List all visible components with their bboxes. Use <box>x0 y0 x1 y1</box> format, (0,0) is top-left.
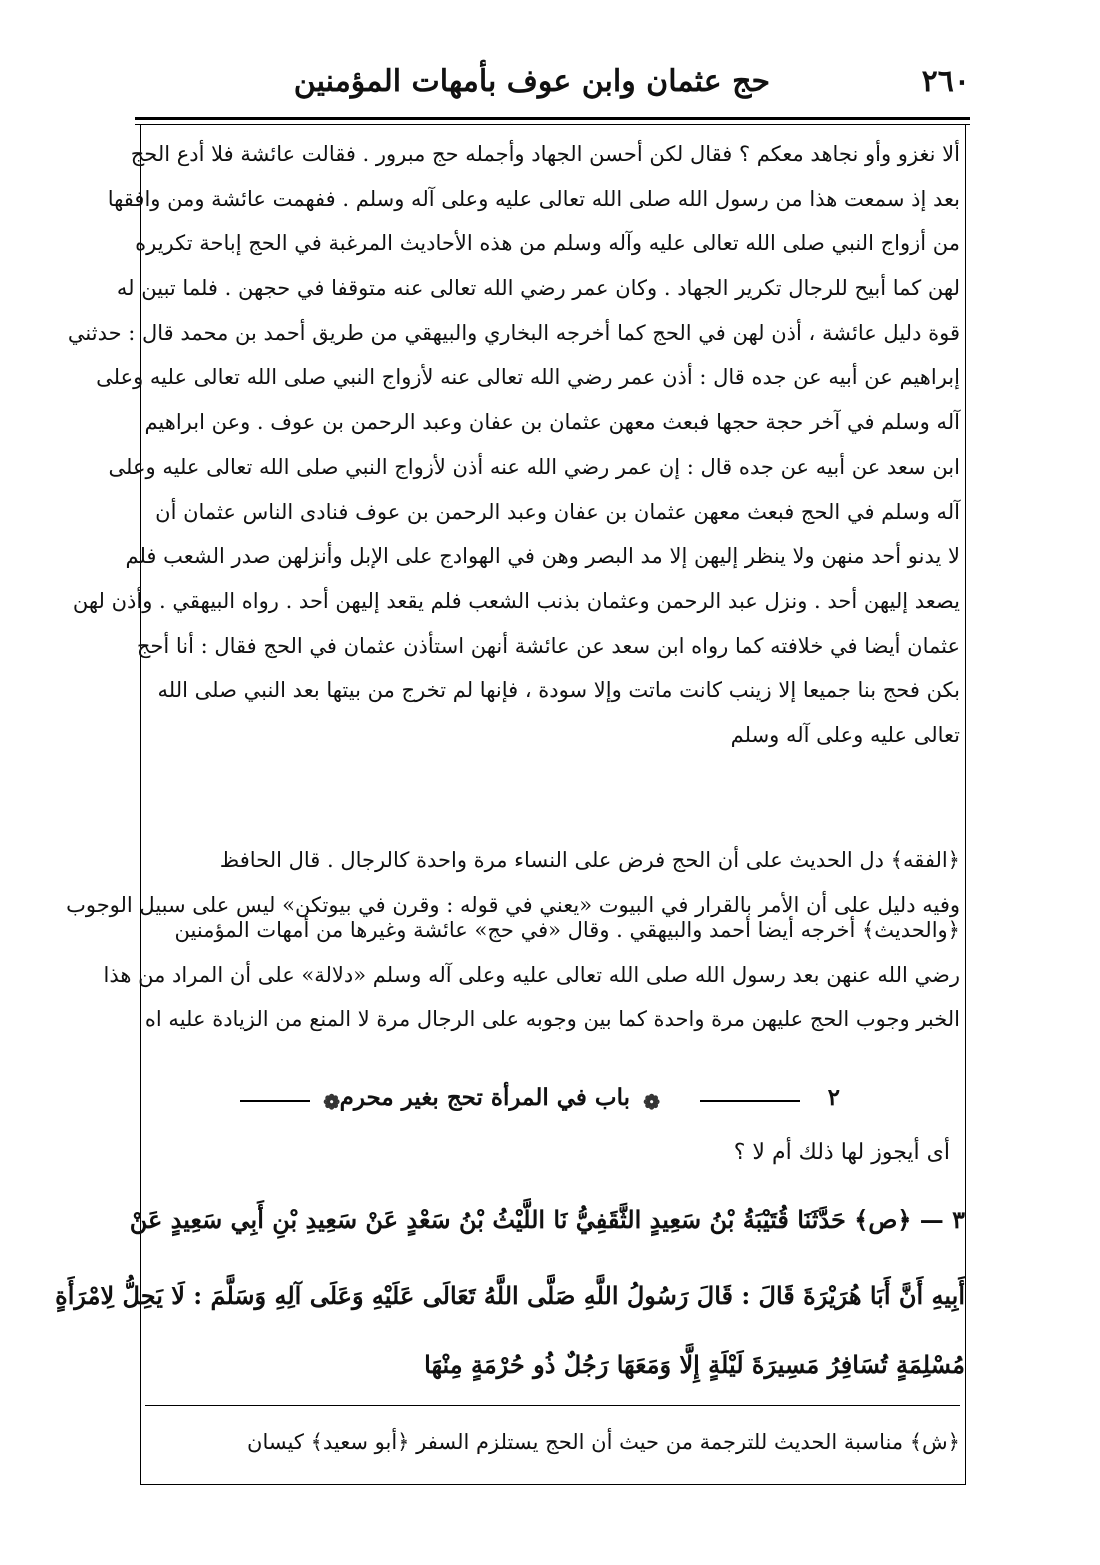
text-line: ﴿والحديث﴾ أخرجه أيضا أحمد والبيهقي . وقال «في حج» عائشة وغيرها من أمهات المؤمنين <box>174 918 960 942</box>
text-line: بكن فحج بنا جميعا إلا زينب كانت ماتت وإلا سودة ، فإنها لم تخرج من بيتها بعد النبي صلى الله <box>157 678 960 703</box>
text-line: عثمان أيضا في خلافته كما رواه ابن سعد عن عائشة أنهن استأذن عثمان في الحج فقال : أنا أحج <box>136 633 960 658</box>
chapter-title: باب في المرأة تحج بغير محرم <box>339 1084 630 1111</box>
page-number: ٢٦٠ <box>921 64 970 99</box>
hadith-line <box>160 1345 965 1385</box>
chapter-heading <box>160 1080 960 1124</box>
text-line: آله وسلم في الحج فبعث معهن عثمان بن عفان وعبد الرحمن بن عوف فنادى الناس عثمان أن <box>155 499 960 524</box>
chapter-rule-left <box>240 1100 310 1102</box>
text-line: قوة دليل عائشة ، أذن لهن في الحج كما أخرجه البخاري والبيهقي من طريق أحمد بن محمد قال : حدثني <box>67 320 960 345</box>
chapter-question: أى أيجوز لها ذلك أم لا ؟ <box>733 1140 950 1165</box>
hadith-line <box>129 1200 965 1240</box>
hadith-line <box>55 1276 965 1316</box>
ornament-icon: ❁ <box>323 1090 340 1114</box>
text-line: آله وسلم في آخر حجة حجها فبعث معهن عثمان بن عفان وعبد الرحمن بن عوف . وعن ابراهيم <box>144 410 960 435</box>
hadith-text: مُسْلِمَةٍ تُسَافِرُ مَسِيرَةَ لَيْلَةٍ إِلَّا وَمَعَهَا رَجُلٌ ذُو حُرْمَةٍ مِنْهَا <box>424 1350 965 1379</box>
running-title: حج عثمان وابن عوف بأمهات المؤمنين <box>293 64 770 99</box>
text-line: لهن كما أبيح للرجال تكرير الجهاد . وكان عمر رضي الله تعالى عنه متوقفا في حجهن . فلما تبين له <box>116 276 960 301</box>
page-header <box>130 62 970 108</box>
body-paragraph <box>67 132 960 758</box>
hadith-text: أَبِيهِ أَنَّ أَبَا هُرَيْرَةَ قَالَ : قَالَ رَسُولُ اللَّهِ صَلَّى اللَّهُ تَعَالَى عَلَيْهِ وَعَلَى آلِهِ وَسَلَّمَ : لَا يَحِلُّ لِامْرَأَةٍ <box>55 1281 965 1310</box>
text-line: إبراهيم عن أبيه عن جده قال : أذن عمر رضي الله تعالى عنه لأزواج النبي صلى الله تعالى عليه وعلى <box>96 365 960 390</box>
hadith-note-paragraph <box>103 908 960 1042</box>
text-line: ﴿الفقه﴾ دل الحديث على أن الحج فرض على النساء مرة واحدة كالرجال . قال الحافظ <box>219 848 960 872</box>
text-line: ابن سعد عن أبيه عن جده قال : إن عمر رضي الله عنه أذن لأزواج النبي صلى الله تعالى عليه وعلى <box>108 454 960 479</box>
header-rule-thick <box>135 117 970 120</box>
hadith-text: ٣ — ﴿ص﴾ حَدَّثَنَا قُتَيْبَةُ بْنُ سَعِيدٍ الثَّقَفِيُّ نَا اللَّيْثُ بْنُ سَعْدٍ عَنْ سَعِيدِ بْنِ أَبِي سَعِيدٍ عَنْ <box>129 1205 965 1234</box>
text-line: رضي الله عنهن بعد رسول الله صلى الله تعالى عليه وعلى آله وسلم «دلالة» على أن المراد من هذا <box>103 962 960 987</box>
text-line: وفيه دليل على أن الأمر بالقرار في البيوت «يعني في قوله : وقرن في بيوتكن» ليس على سبيل الوجوب <box>66 892 960 917</box>
section-separator <box>145 1405 960 1406</box>
ornament-icon: ❁ <box>643 1090 660 1114</box>
text-line: من أزواج النبي صلى الله تعالى عليه وآله وسلم من هذه الأحاديث المرغبة في الحج إباحة تكريره <box>135 231 960 256</box>
chapter-number: ٢ <box>827 1084 840 1111</box>
text-line: الخبر وجوب الحج عليهن مرة واحدة كما بين وجوبه على الرجال مرة لا المنع من الزيادة عليه اه <box>144 1007 960 1032</box>
chapter-rule-right <box>700 1100 800 1102</box>
text-line: يصعد إليهن أحد . ونزل عبد الرحمن وعثمان بذنب الشعب فلم يقعد إليهن أحد . رواه البيهقي . وأذن لهن <box>72 588 960 613</box>
text-line: بعد إذ سمعت هذا من رسول الله صلى الله تعالى عليه وعلى آله وسلم . ففهمت عائشة ومن وافقها <box>107 186 960 211</box>
text-line: ألا نغزو وأو نجاهد معكم ؟ فقال لكن أحسن الجهاد وأجمله حج مبرور . فقالت عائشة فلا أدع الحج <box>130 142 960 166</box>
commentary-line: ﴿ش﴾ مناسبة الحديث للترجمة من حيث أن الحج يستلزم السفر ﴿أبو سعيد﴾ كيسان <box>247 1430 960 1454</box>
text-line: تعالى عليه وعلى آله وسلم <box>730 722 960 747</box>
text-line: لا يدنو أحد منهن ولا ينظر إليهن إلا مد البصر وهن في الهوادج على الإبل وأنزلهن صدر الشعب فلم <box>125 544 960 569</box>
